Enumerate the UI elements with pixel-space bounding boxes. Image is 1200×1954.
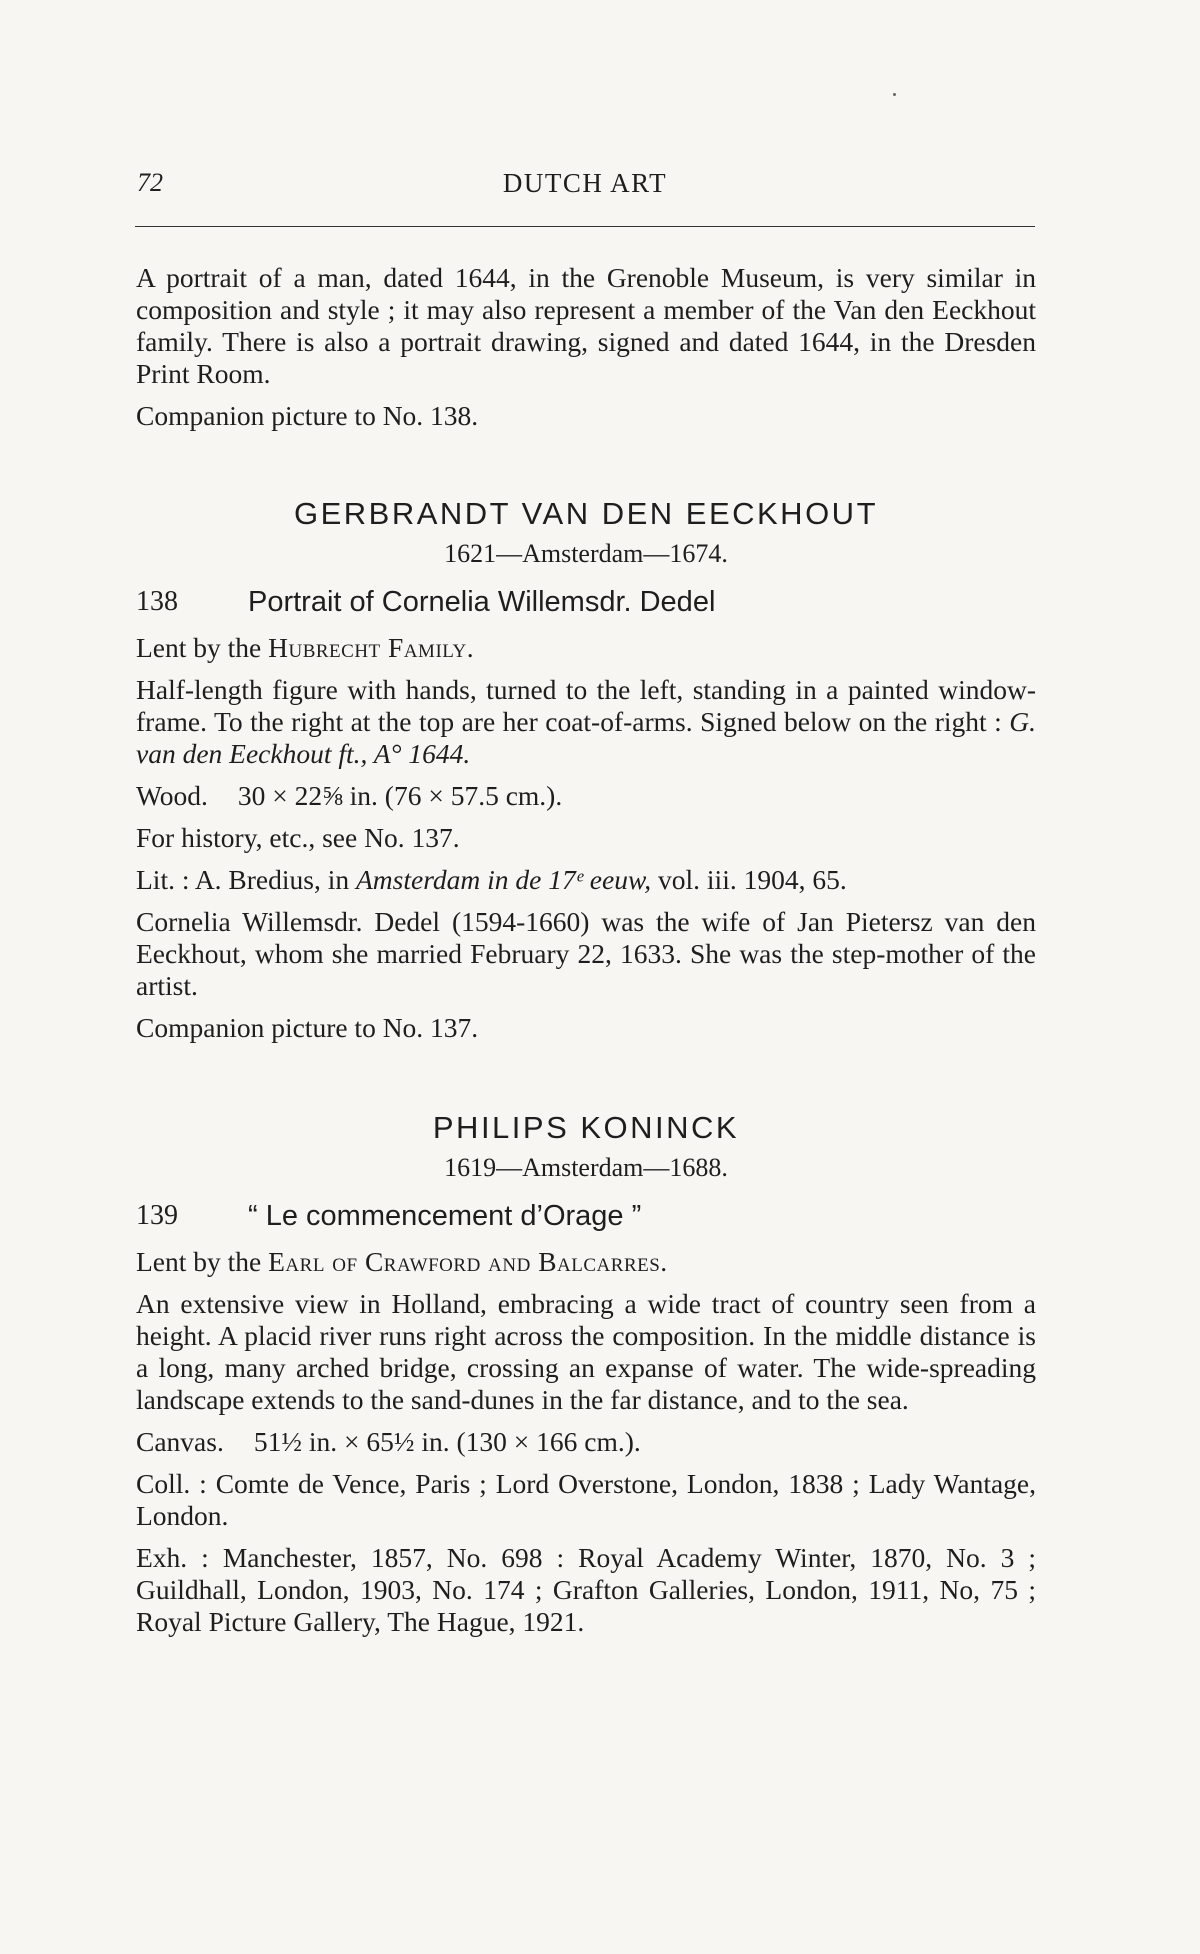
entry-139-exhibitions: Exh. : Manchester, 1857, No. 698 : Royal Academy Winter, 1870, No. 3 ; Guildhall, London, 1903, No. 174 ; Grafton Galleries, London, 1911, No, 75 ; Royal Picture Gallery, The Hague, 1921. — [136, 1542, 1036, 1637]
page-header — [135, 168, 1035, 208]
lit-suffix: vol. iii. 1904, 65. — [658, 864, 847, 895]
artist-heading-eeckhout: GERBRANDT VAN DEN EECKHOUT — [293, 496, 879, 531]
signature-text: G. van den Eeckhout ft., A° 1644. — [136, 706, 1036, 769]
entry-138-heading — [136, 582, 1036, 622]
artist-heading-koninck: PHILIPS KONINCK — [432, 1110, 740, 1145]
entry-139-heading — [136, 1196, 1036, 1236]
entry-139-collections: Coll. : Comte de Vence, Paris ; Lord Overstone, London, 1838 ; Lady Wantage, London. — [136, 1468, 1036, 1531]
entry-number: 139 — [136, 1200, 178, 1231]
dimensions: 51½ in. × 65½ in. (130 × 166 cm.). — [253, 1426, 641, 1457]
medium: Wood. — [136, 780, 208, 811]
entry-138-dimensions — [136, 780, 1036, 812]
entry-number: 138 — [136, 586, 178, 617]
dimensions: 30 × 22⅝ in. (76 × 57.5 cm.). — [237, 780, 563, 811]
lent-prefix: Lent by the — [136, 632, 262, 663]
entry-138-literature — [136, 864, 1036, 896]
artist-dates-koninck: 1619—Amsterdam—1688. — [444, 1153, 728, 1182]
entry-138-companion: Companion picture to No. 137. — [136, 1012, 479, 1043]
entry-138-lender-line — [136, 632, 1036, 664]
lit-prefix: Lit. : A. Bredius, in — [136, 864, 350, 895]
lit-title: Amsterdam in de 17ᵉ eeuw, — [356, 864, 652, 895]
entry-138-description — [136, 674, 1036, 770]
intro-companion-note: Companion picture to No. 138. — [136, 400, 479, 431]
artist-dates-eeckhout: 1621—Amsterdam—1674. — [444, 539, 728, 568]
entry-title: Portrait of Cornelia Willemsdr. Dedel — [248, 586, 716, 618]
entry-139-dimensions — [136, 1426, 1036, 1458]
running-title: DUTCH ART — [502, 168, 668, 198]
lender-name: Hubrecht Family. — [268, 632, 475, 663]
entry-138-note: Cornelia Willemsdr. Dedel (1594-1660) was the wife of Jan Pietersz van den Eeckhout, whom she married February 22, 1633. She was the step-mother of the artist. — [136, 906, 1036, 1001]
lender-name: Earl of Crawford and Balcarres. — [268, 1246, 668, 1277]
header-rule — [135, 226, 1035, 227]
paper-speck — [893, 93, 896, 96]
intro-paragraph: A portrait of a man, dated 1644, in the Grenoble Museum, is very similar in composition and style ; it may also represent a member of the Van den Eeckhout family. There is also a portrait drawing, signed and dated 1644, in the Dresden Print Room. — [136, 262, 1036, 389]
page-body — [136, 262, 1036, 1638]
page-number: 72 — [137, 168, 163, 197]
description-text: Half-length figure with hands, turned to the left, standing in a painted window-frame. To the right at the top are her coat-of-arms. Signed below on the right : — [136, 674, 1036, 737]
entry-139-lender-line — [136, 1246, 1036, 1278]
entry-title: “ Le commencement d’Orage ” — [248, 1200, 642, 1232]
entry-138-history: For history, etc., see No. 137. — [136, 822, 460, 853]
lent-prefix: Lent by the — [136, 1246, 262, 1277]
entry-139-description: An extensive view in Holland, embracing a wide tract of country seen from a height. A placid river runs right across the composition. In the middle distance is a long, many arched bridge, crossing an expanse of water. The wide-spreading landscape extends to the sand-dunes in the far distance, and to the sea. — [136, 1288, 1036, 1415]
medium: Canvas. — [136, 1426, 224, 1457]
